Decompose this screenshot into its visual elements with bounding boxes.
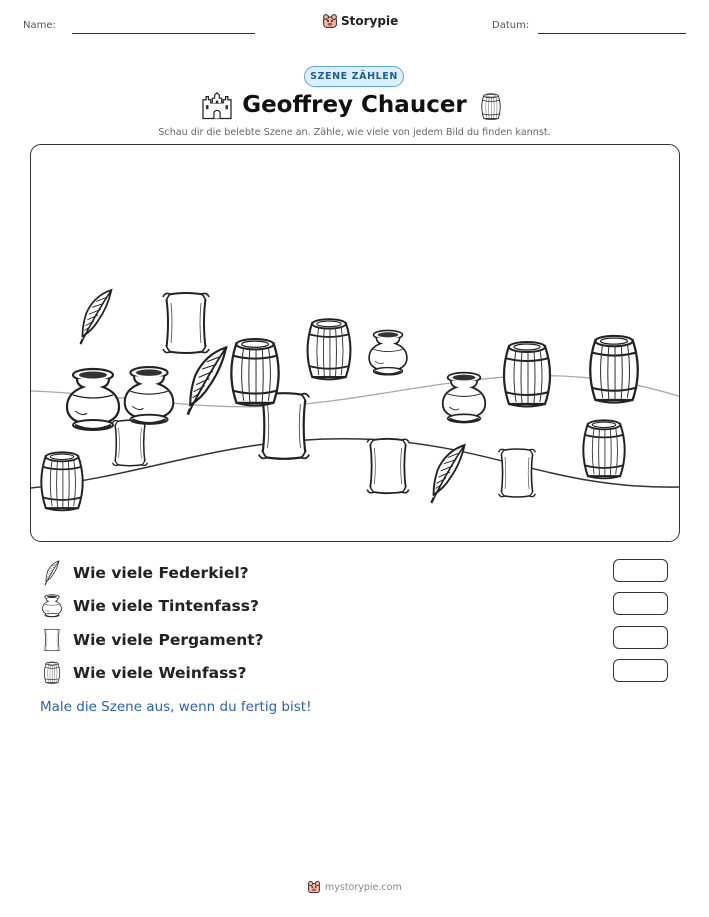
activity-badge: SZENE ZÄHLEN (304, 66, 404, 87)
date-line[interactable] (538, 33, 686, 34)
scene-parchment-5 (499, 449, 536, 497)
scene-barrel-3 (504, 342, 550, 407)
scene-inkpot-2 (125, 367, 174, 424)
answer-box-barrel[interactable] (613, 659, 668, 682)
storypie-footer-icon (307, 880, 321, 894)
brand-name: Storypie (341, 14, 399, 28)
barrel-icon (40, 659, 64, 687)
scene-barrel-2 (308, 319, 351, 379)
name-line[interactable] (72, 33, 255, 34)
scene-inkpot-1 (67, 369, 119, 430)
inkpot-icon (40, 592, 64, 620)
name-label: Name: (23, 20, 56, 31)
scene-quill-3 (431, 445, 464, 503)
scene-inkpot-3 (369, 330, 407, 374)
answer-box-inkpot[interactable] (613, 592, 668, 615)
answer-box-quill[interactable] (613, 559, 668, 582)
question-row-inkpot (40, 592, 259, 620)
scene-barrel-4 (590, 336, 638, 403)
scene-quill-1 (81, 290, 112, 344)
question-row-parchment (40, 626, 264, 654)
scene-barrel-6 (41, 452, 82, 510)
question-row-barrel (40, 659, 247, 687)
footer-site: mystorypie.com (325, 881, 402, 893)
storypie-logo-icon (322, 13, 338, 29)
scene-parchment-1 (163, 293, 209, 353)
scene-parchment-2 (113, 420, 148, 466)
quill-icon (40, 559, 64, 587)
coloring-instruction: Male die Szene aus, wenn du fertig bist! (40, 699, 312, 715)
date-label: Datum: (492, 20, 530, 31)
answer-box-parchment[interactable] (613, 626, 668, 649)
scene-inkpot-4 (443, 373, 486, 423)
question-text: Wie viele Tintenfass? (73, 597, 259, 615)
footer (307, 880, 402, 894)
question-text: Wie viele Weinfass? (73, 664, 247, 682)
barrel-title-icon (479, 92, 503, 122)
question-row-quill (40, 559, 249, 587)
page-title: Geoffrey Chaucer (242, 92, 467, 118)
question-text: Wie viele Pergament? (73, 631, 264, 649)
brand-logo (322, 13, 398, 29)
scene-barrel-5 (583, 420, 624, 478)
scene-quill-2 (188, 347, 226, 414)
instructions: Schau dir die belebte Szene an. Zähle, wie viele von jedem Bild du finden kannst. (158, 127, 551, 138)
question-text: Wie viele Federkiel? (73, 564, 249, 582)
counting-scene (30, 144, 680, 542)
scene-parchment-4 (367, 439, 409, 493)
scene-barrel-1 (231, 339, 278, 405)
parchment-icon (40, 626, 64, 654)
